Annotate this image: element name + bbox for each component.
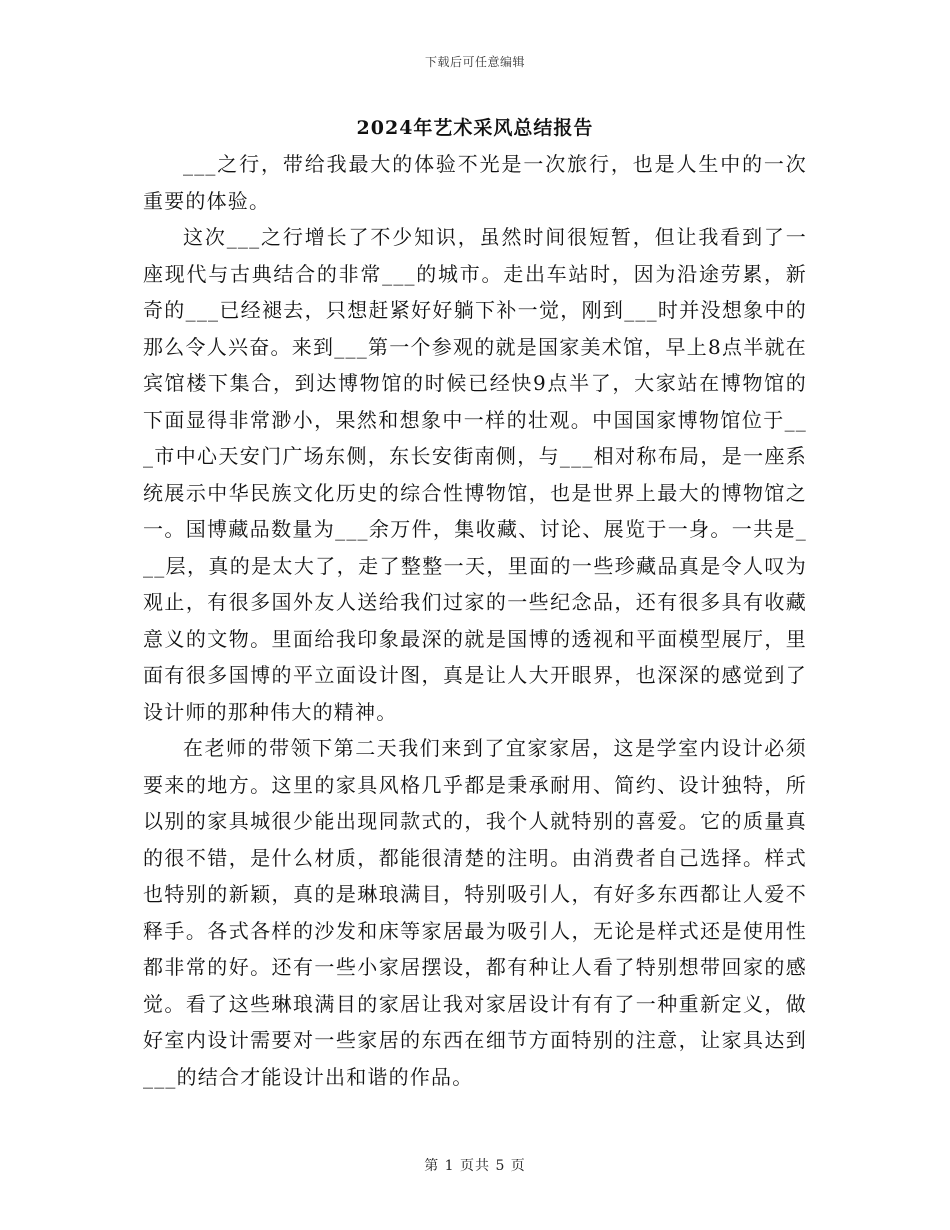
paragraph-2: 这次___之行增长了不少知识，虽然时间很短暂，但让我看到了一座现代与古典结合的非常___的城市。走出车站时，因为沿途劳累，新奇的___已经褪去，只想赶紧好好躺下补一觉，刚到___时并没想象中的那么令人兴奋。来到___第一个参观的就是国家美术馆，早上8点半就在宾馆楼下集合，到达博物馆的时候已经快9点半了，大家站在博物馆的下面显得非常渺小，果然和想象中一样的壮观。中国国家博物馆位于___市中心天安门广场东侧，东长安街南侧，与___相对称布局，是一座系统展示中华民族文化历史的综合性博物馆，也是世界上最大的博物馆之一。国博藏品数量为___余万件，集收藏、讨论、展览于一身。一共是___层，真的是太大了，走了整整一天，里面的一些珍藏品真是令人叹为观止，有很多国外友人送给我们过家的一些纪念品，还有很多具有收藏意义的文物。里面给我印象最深的就是国博的透视和平面模型展厅，里面有很多国博的平立面设计图，真是让人大开眼界，也深深的感觉到了设计师的那种伟大的精神。 xyxy=(143,225,807,724)
document-title: 2024年艺术采风总结报告 xyxy=(356,117,594,139)
document-body xyxy=(143,146,807,1095)
paragraph-1: ___之行，带给我最大的体验不光是一次旅行，也是人生中的一次重要的体验。 xyxy=(143,152,807,213)
page-number: 第 1 页共 5 页 xyxy=(424,1158,526,1174)
header-note: 下载后可任意编辑 xyxy=(424,55,525,69)
paragraph-3: 在老师的带领下第二天我们来到了宜家家居，这是学室内设计必须要来的地方。这里的家具风格几乎都是秉承耐用、简约、设计独特，所以别的家具城很少能出现同款式的，我个人就特别的喜爱。它的质量真的很不错，是什么材质，都能很清楚的注明。由消费者自己选择。样式也特别的新颖，真的是琳琅满目，特别吸引人，有好多东西都让人爱不释手。各式各样的沙发和床等家居最为吸引人，无论是样式还是使用性都非常的好。还有一些小家居摆设，都有种让人看了特别想带回家的感觉。看了这些琳琅满目的家居让我对家居设计有有了一种重新定义，做好室内设计需要对一些家居的东西在细节方面特别的注意，让家具达到___的结合才能设计出和谐的作品。 xyxy=(143,736,807,1089)
